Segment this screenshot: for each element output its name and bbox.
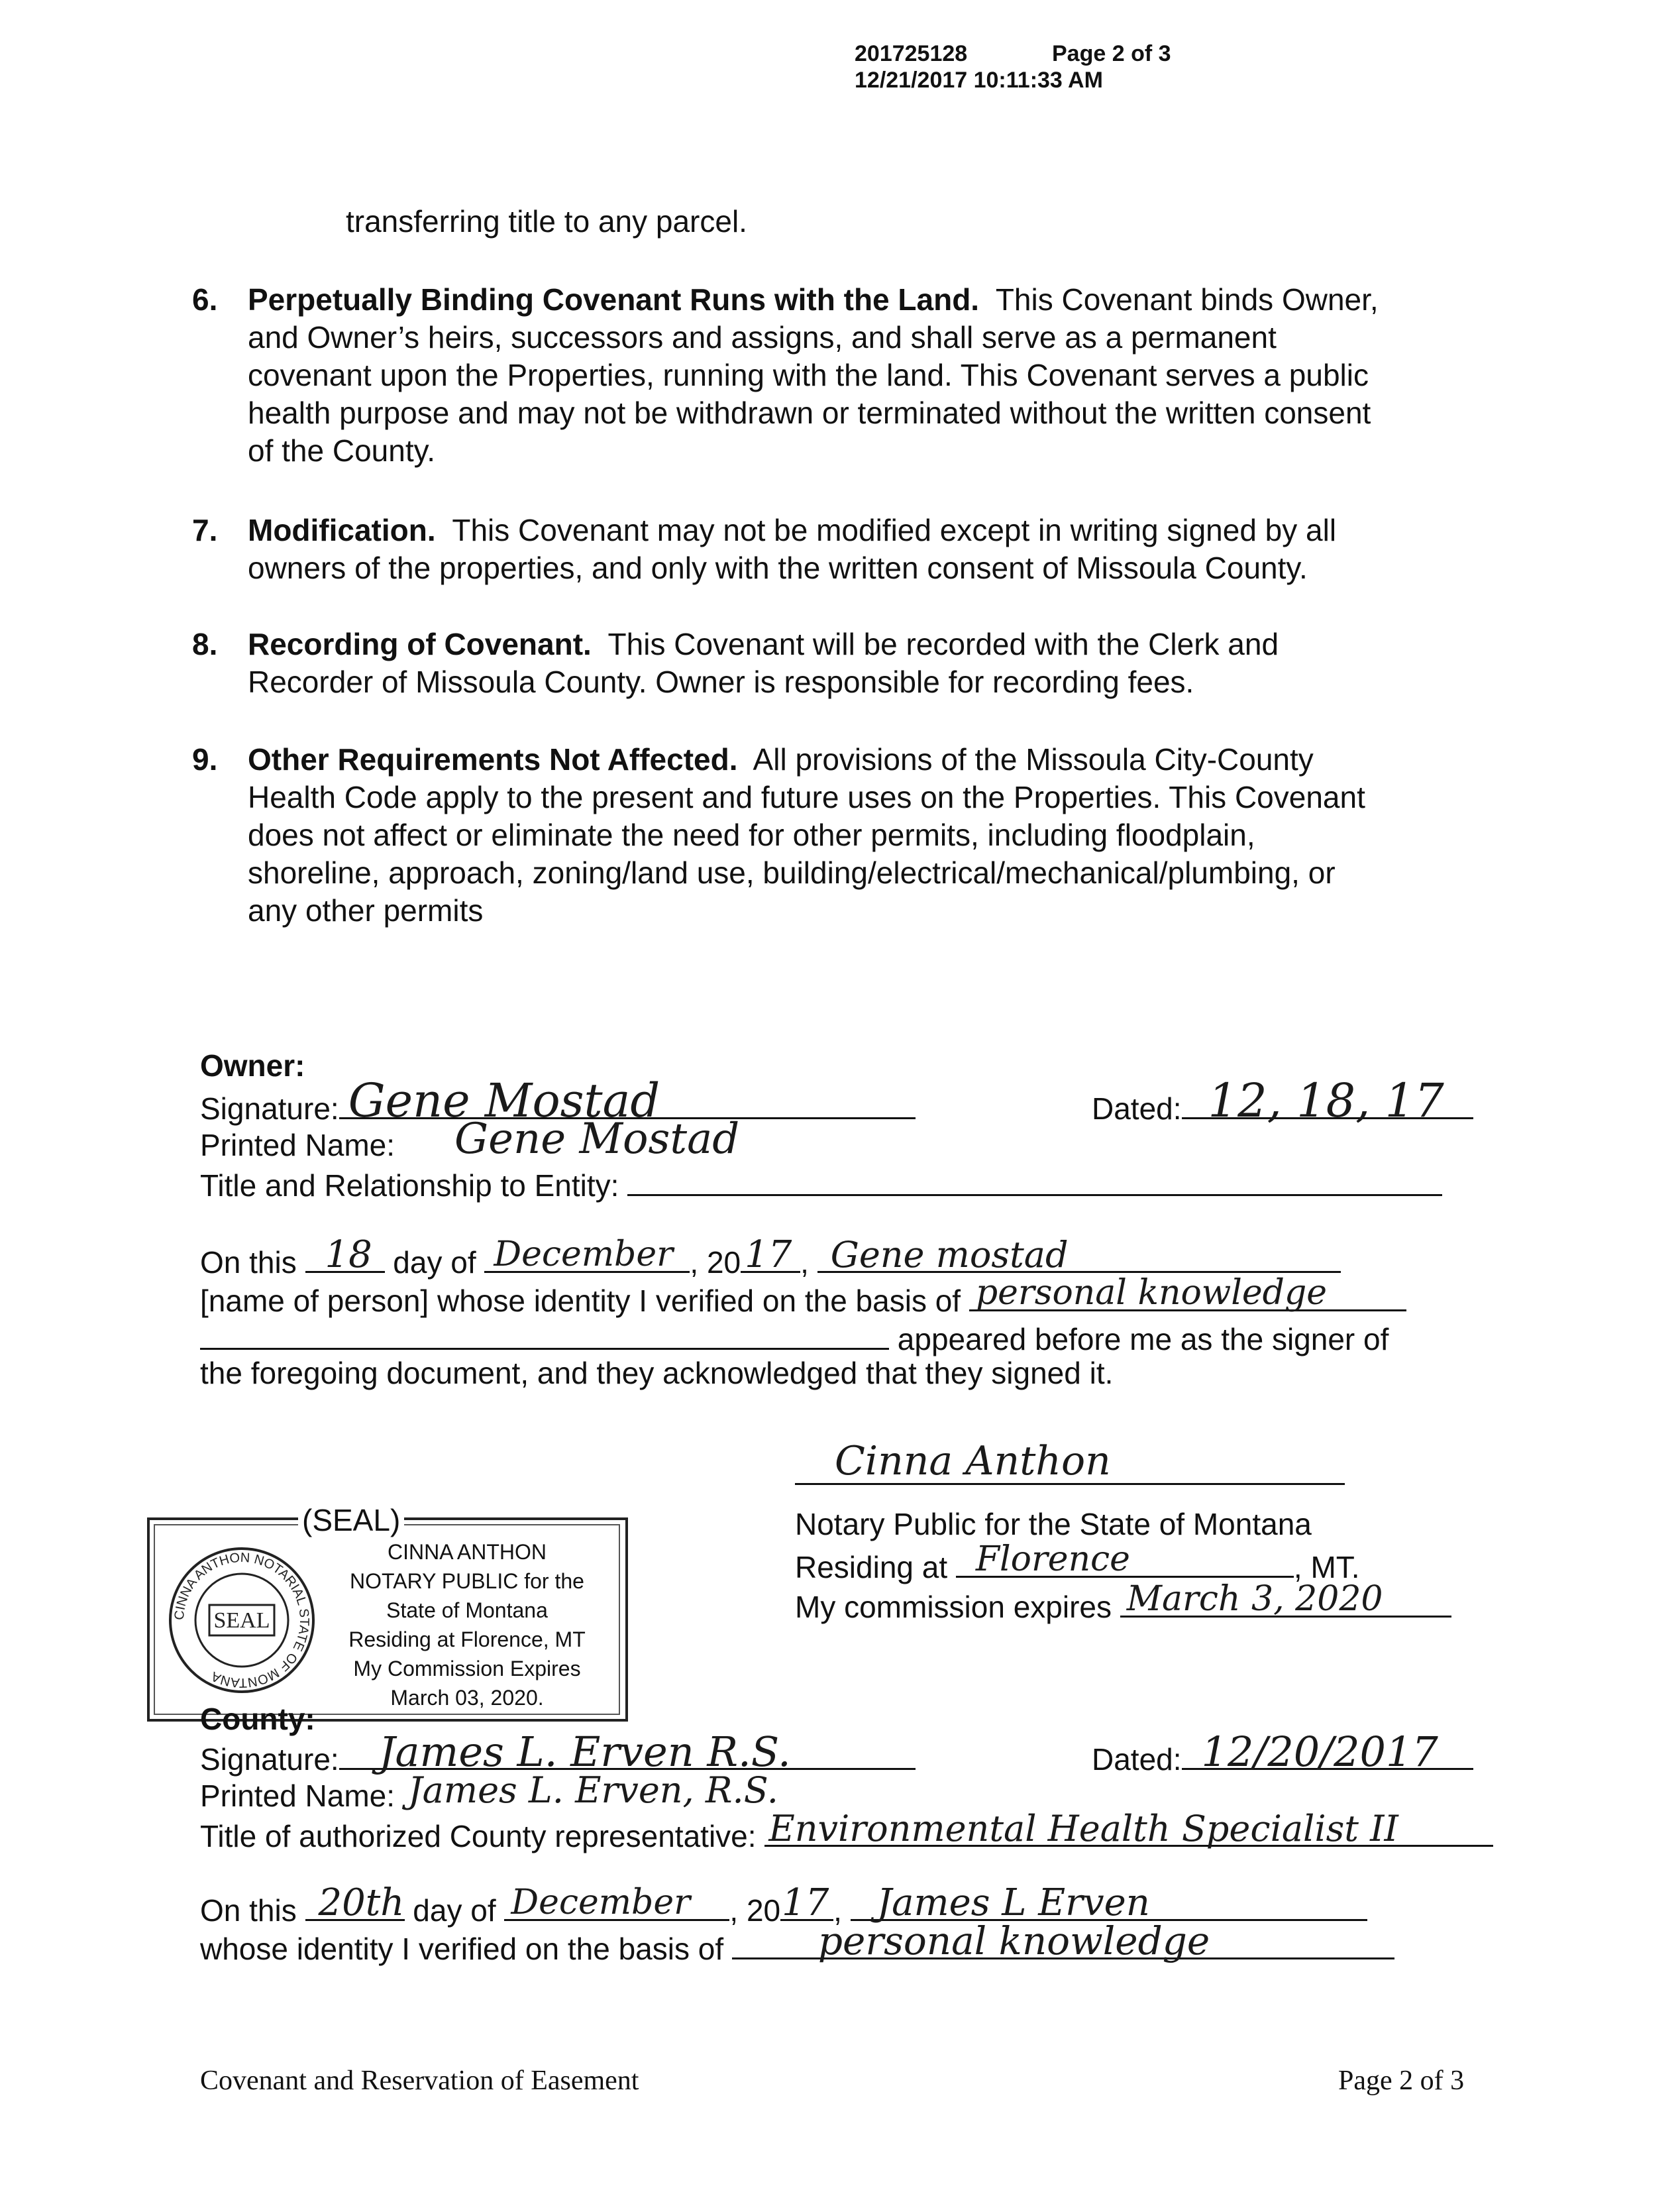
owner-ack-day-hand: 18 bbox=[325, 1233, 372, 1276]
ack-text: , 20 bbox=[729, 1893, 781, 1928]
ack-text: , bbox=[800, 1245, 809, 1280]
item-line: This Covenant may not be modified except in writing signed by all bbox=[452, 513, 1337, 547]
notary-signature-line[interactable] bbox=[795, 1438, 1345, 1485]
item-line: This Covenant binds Owner, bbox=[995, 282, 1379, 317]
signature-label: Signature: bbox=[200, 1091, 339, 1126]
item-line: any other permits bbox=[248, 893, 484, 928]
owner-dated-row bbox=[1092, 1073, 1473, 1128]
owner-ack-month-hand: December bbox=[494, 1235, 673, 1274]
county-printed-row bbox=[200, 1769, 859, 1815]
item-title: Recording of Covenant. bbox=[248, 627, 592, 661]
item-title: Other Requirements Not Affected. bbox=[248, 742, 738, 777]
item-number: 6. bbox=[192, 282, 218, 317]
seal-line: My Commission Expires bbox=[353, 1657, 581, 1680]
county-dated-row bbox=[1092, 1728, 1473, 1779]
owner-ack-basis[interactable] bbox=[969, 1273, 1406, 1313]
owner-signature-hand: Gene Mostad bbox=[348, 1073, 660, 1128]
county-ack-day-hand: 20th bbox=[318, 1881, 405, 1924]
seal-line: Residing at Florence, MT bbox=[348, 1627, 586, 1651]
notary-signature-hand: Cinna Anthon bbox=[835, 1438, 1111, 1484]
item-line: of the County. bbox=[248, 433, 435, 468]
owner-dated-line[interactable] bbox=[1182, 1073, 1473, 1128]
notary-residing-hand: Florence bbox=[975, 1539, 1130, 1579]
seal-ring-text: CINNA ANTHON NOTARIAL STATE OF MONTANA bbox=[172, 1550, 312, 1690]
county-title-line[interactable] bbox=[764, 1808, 1493, 1849]
doc-number: 201725128 bbox=[855, 41, 968, 66]
item-6 bbox=[192, 281, 1491, 470]
dated-label: Dated: bbox=[1092, 1742, 1182, 1777]
county-ack-basis-hand: personal knowledge bbox=[817, 1918, 1210, 1963]
county-ack-month-hand: December bbox=[511, 1883, 690, 1922]
item-line: All provisions of the Missoula City-County bbox=[753, 742, 1314, 777]
owner-printed-line[interactable] bbox=[395, 1115, 965, 1164]
owner-title-row bbox=[200, 1164, 1442, 1205]
notary-seal-text bbox=[318, 1537, 616, 1712]
seal-label: (SEAL) bbox=[298, 1502, 404, 1539]
item-line: covenant upon the Properties, running with the land. This Covenant serves a public bbox=[248, 358, 1369, 392]
county-heading: County: bbox=[200, 1702, 315, 1736]
county-dated-line[interactable] bbox=[1182, 1728, 1473, 1776]
timestamp: 12/21/2017 10:11:33 AM bbox=[855, 68, 1103, 93]
ack-text: whose identity I verified on the basis of bbox=[200, 1932, 724, 1966]
owner-printed-hand: Gene Mostad bbox=[454, 1115, 740, 1164]
owner-heading: Owner: bbox=[200, 1048, 305, 1083]
notary-seal-icon bbox=[166, 1544, 318, 1696]
county-title-row bbox=[200, 1808, 1493, 1855]
county-ack-day[interactable] bbox=[305, 1881, 405, 1924]
notary-commission-hand: March 3, 2020 bbox=[1126, 1579, 1383, 1619]
continuation-text: transferring title to any parcel. bbox=[346, 204, 747, 239]
ack-text: day of bbox=[413, 1893, 496, 1928]
county-dated-hand: 12/20/2017 bbox=[1201, 1728, 1438, 1776]
ack-text: , 20 bbox=[690, 1245, 741, 1280]
notary-title: Notary Public for the State of Montana bbox=[795, 1507, 1312, 1541]
county-ack-name[interactable] bbox=[851, 1881, 1367, 1924]
owner-ack-line2 bbox=[200, 1273, 1406, 1320]
seal-line: CINNA ANTHON bbox=[387, 1540, 547, 1564]
owner-printed-row bbox=[200, 1115, 965, 1164]
item-number: 7. bbox=[192, 513, 218, 547]
seal-line: State of Montana bbox=[386, 1598, 548, 1622]
owner-title-line[interactable] bbox=[627, 1164, 1442, 1196]
item-number: 8. bbox=[192, 627, 218, 661]
item-title: Perpetually Binding Covenant Runs with the Land. bbox=[248, 282, 980, 317]
county-signature-line[interactable] bbox=[339, 1728, 916, 1776]
county-ack-name-hand: James L Erven bbox=[876, 1881, 1150, 1924]
item-line: Recorder of Missoula County. Owner is responsible for recording fees. bbox=[248, 665, 1194, 699]
item-title: Modification. bbox=[248, 513, 436, 547]
notary-residing-line[interactable] bbox=[956, 1539, 1294, 1579]
seal-line: March 03, 2020. bbox=[390, 1686, 544, 1710]
notary-commission-row bbox=[795, 1579, 1451, 1626]
item-line: and Owner’s heirs, successors and assigns, and shall serve as a permanent bbox=[248, 320, 1277, 355]
item-number: 9. bbox=[192, 742, 218, 777]
owner-ack-year[interactable] bbox=[741, 1233, 800, 1276]
county-ack-month[interactable] bbox=[504, 1883, 729, 1922]
printed-name-label: Printed Name: bbox=[200, 1128, 395, 1162]
commission-label: My commission expires bbox=[795, 1590, 1112, 1624]
owner-ack-line3 bbox=[200, 1317, 1389, 1358]
title-relationship-label: Title and Relationship to Entity: bbox=[200, 1168, 619, 1203]
ack-text: On this bbox=[200, 1245, 297, 1280]
page-indicator: Page 2 of 3 bbox=[1052, 41, 1171, 66]
owner-ack-year-hand: 17 bbox=[745, 1233, 792, 1276]
seal-line: NOTARY PUBLIC for the bbox=[350, 1569, 584, 1593]
item-line: owners of the properties, and only with the written consent of Missoula County. bbox=[248, 551, 1308, 585]
residing-label: Residing at bbox=[795, 1550, 948, 1584]
item-7 bbox=[192, 512, 1491, 587]
county-printed-line[interactable] bbox=[395, 1769, 859, 1811]
item-8 bbox=[192, 626, 1491, 701]
owner-ack-month[interactable] bbox=[484, 1235, 690, 1274]
item-line: Health Code apply to the present and future uses on the Properties. This Covenant bbox=[248, 780, 1365, 814]
residing-suffix: , MT. bbox=[1293, 1550, 1360, 1584]
footer-title: Covenant and Reservation of Easement bbox=[200, 2065, 639, 2096]
county-ack-line2 bbox=[200, 1918, 1394, 1968]
ack-text: day of bbox=[393, 1245, 476, 1280]
dated-label: Dated: bbox=[1092, 1091, 1182, 1126]
county-ack-year[interactable] bbox=[780, 1881, 833, 1924]
county-signature-hand: James L. Erven R.S. bbox=[378, 1728, 791, 1776]
county-ack-year-hand: 17 bbox=[782, 1881, 829, 1924]
owner-dated-hand: 12, 18, 17 bbox=[1208, 1073, 1444, 1128]
notary-commission-line[interactable] bbox=[1120, 1579, 1451, 1619]
footer-page: Page 2 of 3 bbox=[1338, 2065, 1465, 2096]
ack-text: [name of person] whose identity I verified on the basis of bbox=[200, 1284, 961, 1318]
county-title-hand: Environmental Health Specialist II bbox=[768, 1808, 1398, 1849]
owner-ack-line4: the foregoing document, and they acknowledged that they signed it. bbox=[200, 1356, 1114, 1390]
ack-text: On this bbox=[200, 1893, 297, 1928]
seal-center-text: SEAL bbox=[213, 1608, 270, 1633]
signature-label: Signature: bbox=[200, 1742, 339, 1777]
owner-ack-day[interactable] bbox=[305, 1233, 385, 1276]
county-title-label: Title of authorized County representative: bbox=[200, 1819, 757, 1853]
owner-ack-blank[interactable] bbox=[200, 1317, 889, 1350]
county-printed-hand: James L. Erven, R.S. bbox=[408, 1769, 778, 1811]
ack-text: appeared before me as the signer of bbox=[897, 1322, 1389, 1356]
owner-ack-basis-hand: personal knowledge bbox=[975, 1273, 1328, 1313]
item-line: shoreline, approach, zoning/land use, building/electrical/mechanical/plumbing, or bbox=[248, 855, 1336, 890]
item-line: does not affect or eliminate the need for other permits, including floodplain, bbox=[248, 818, 1255, 852]
ack-text: , bbox=[833, 1893, 842, 1928]
county-ack-basis[interactable] bbox=[732, 1918, 1394, 1963]
owner-ack-name[interactable] bbox=[817, 1234, 1341, 1276]
item-line: health purpose and may not be withdrawn or terminated without the written consent bbox=[248, 396, 1371, 430]
item-line: This Covenant will be recorded with the Clerk and bbox=[607, 627, 1279, 661]
item-9 bbox=[192, 741, 1491, 930]
printed-name-label: Printed Name: bbox=[200, 1779, 395, 1813]
owner-ack-name-hand: Gene mostad bbox=[830, 1234, 1069, 1276]
